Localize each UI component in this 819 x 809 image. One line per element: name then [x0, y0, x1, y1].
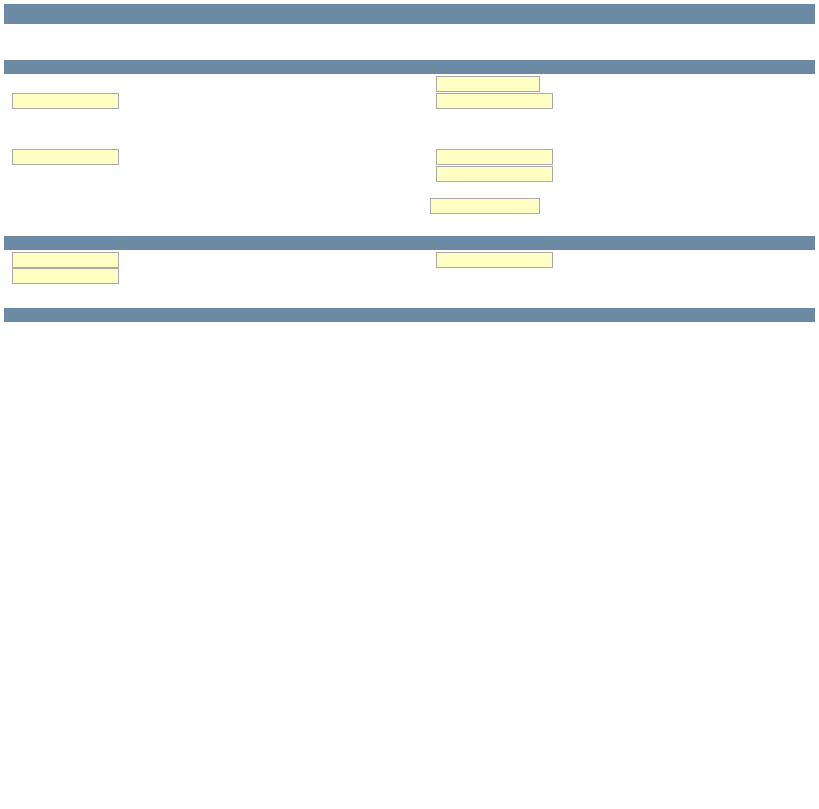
- contact-person: [12, 252, 119, 268]
- category: [436, 166, 553, 182]
- province: [436, 149, 553, 165]
- postal-code: [12, 268, 119, 284]
- keyword: [12, 93, 119, 109]
- company: [436, 252, 553, 268]
- min-score: [430, 198, 540, 214]
- page-title: [4, 4, 815, 24]
- tender-number: [436, 76, 540, 92]
- stage: [436, 93, 553, 109]
- section-organizer: [4, 236, 815, 250]
- section-financial: [4, 308, 815, 322]
- city: [12, 149, 119, 165]
- section-general: [4, 60, 815, 74]
